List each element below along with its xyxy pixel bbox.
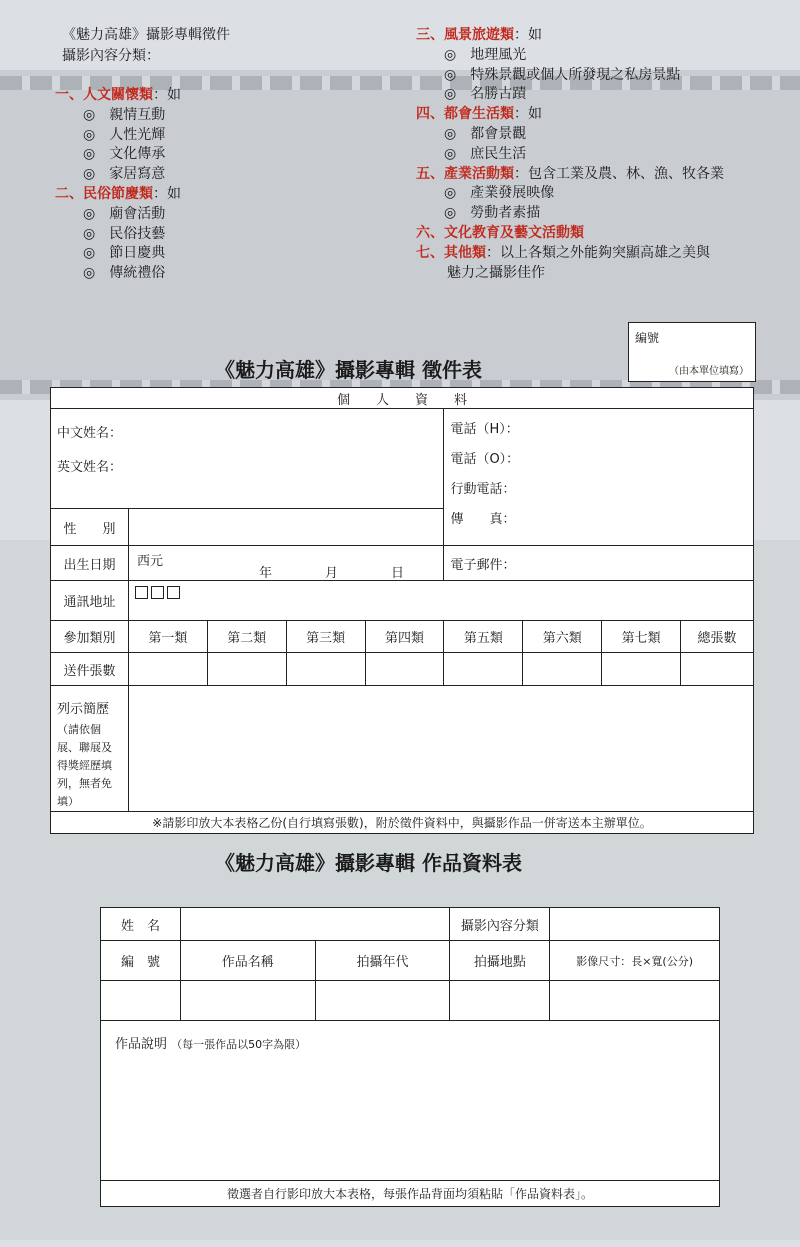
left-item-text: 節日慶典 (95, 245, 166, 262)
postal-box-1[interactable] (135, 586, 148, 599)
left-bullet-icon: ◎ (83, 126, 96, 143)
left-item-text: 廟會活動 (95, 205, 166, 222)
left-category-item (83, 262, 165, 282)
tel-home-label: 電話（H）： (450, 422, 519, 437)
right-bullet-icon: ◎ (444, 126, 457, 142)
right-item-text: 特殊景觀或個人所發現之私房景點 (456, 66, 681, 83)
fax-label: 傳 真： (450, 512, 516, 527)
english-name-label: 英文姓名： (57, 460, 123, 475)
right-bullet-icon: ◎ (444, 46, 457, 63)
left-category-2 (55, 183, 181, 203)
left-category-item (83, 104, 165, 124)
right-category-item (444, 143, 526, 163)
right-category-item (444, 44, 526, 64)
left-category-num: 二、 (55, 186, 83, 202)
count-input-5[interactable] (444, 653, 523, 686)
right-item-text: 名勝古蹟 (456, 86, 527, 103)
left-category-name: 人文關懷類 (83, 87, 153, 103)
description-note: （每一張作品以50字為限） (171, 1038, 307, 1051)
left-category-1 (55, 84, 181, 104)
right-category-num: 三、 (416, 27, 444, 43)
chinese-name-label: 中文姓名： (57, 426, 123, 441)
work-info-table (100, 907, 720, 1207)
birth-input[interactable] (128, 546, 444, 581)
intro-line1: 《魅力高雄》攝影專輯徵件 (62, 27, 230, 43)
intro-line2: 攝影內容分類： (62, 48, 160, 64)
count-input-4[interactable] (365, 653, 444, 686)
work-input-1[interactable] (101, 981, 181, 1021)
birth-day: 日 (390, 566, 404, 581)
right-category-5 (416, 242, 710, 262)
right-category-2 (416, 103, 542, 123)
category-col-2: 第二類 (207, 621, 286, 653)
count-input-6[interactable] (523, 653, 602, 686)
name-cell[interactable] (51, 409, 444, 509)
resume-input[interactable] (128, 686, 753, 812)
right-bullet-icon: ◎ (444, 185, 457, 202)
right-category-item (444, 64, 680, 84)
name-label: 姓 名 (101, 908, 181, 941)
left-bullet-icon: ◎ (83, 245, 96, 262)
left-category-item (83, 163, 165, 183)
tel-office-label: 電話（O）： (450, 452, 520, 467)
right-category-name: 產業活動類 (444, 165, 514, 182)
right-category-name: 其他類 (444, 244, 486, 261)
right-category-num: 六、 (416, 225, 444, 241)
left-item-text: 傳統禮俗 (95, 265, 166, 282)
birth-month: 月 (324, 566, 338, 581)
right-item-text: 庶民生活 (456, 145, 527, 162)
form2-footnote: 徵選者自行影印放大本表格，每張作品背面均須粘貼「作品資料表」。 (101, 1181, 720, 1207)
right-category-item (444, 182, 554, 202)
left-category-suffix: ：如 (153, 87, 181, 103)
form2-title: 《魅力高雄》攝影專輯 作品資料表 (215, 851, 522, 875)
contact-cell[interactable] (444, 409, 754, 546)
left-bullet-icon: ◎ (83, 106, 96, 123)
left-category-item (83, 242, 165, 262)
application-form-table (50, 387, 754, 834)
left-bullet-icon: ◎ (83, 166, 96, 183)
work-col-1: 編 號 (101, 941, 181, 981)
category-col-3: 第三類 (286, 621, 365, 653)
right-bullet-icon: ◎ (444, 145, 457, 162)
work-col-5: 影像尺寸：長×寬(公分) (550, 941, 720, 981)
work-col-3: 拍攝年代 (315, 941, 450, 981)
right-category-name: 風景旅遊類 (444, 27, 514, 43)
address-label: 通訊地址 (51, 581, 129, 621)
gender-label: 性 別 (51, 509, 129, 546)
right-bullet-icon: ◎ (444, 205, 457, 222)
address-input[interactable] (128, 581, 753, 621)
right-item-text: 地理風光 (456, 46, 527, 63)
work-col-4: 拍攝地點 (450, 941, 550, 981)
left-category-name: 民俗節慶類 (83, 186, 153, 202)
name-input[interactable] (180, 908, 450, 941)
right-category-name: 都會生活類 (444, 106, 514, 123)
work-input-2[interactable] (180, 981, 315, 1021)
work-col-2: 作品名稱 (180, 941, 315, 981)
left-category-item (83, 124, 165, 144)
right-category-3 (416, 163, 724, 183)
category-input[interactable] (550, 908, 720, 941)
category-col-6: 第六類 (523, 621, 602, 653)
email-label[interactable]: 電子郵件： (444, 546, 754, 581)
category-label-2: 攝影內容分類 (450, 908, 550, 941)
mobile-label: 行動電話： (450, 482, 516, 497)
work-input-4[interactable] (450, 981, 550, 1021)
left-bullet-icon: ◎ (83, 205, 96, 222)
category-label: 參加類別 (51, 621, 129, 653)
left-item-text: 親情互動 (95, 106, 166, 123)
category-col-8: 總張數 (681, 621, 754, 653)
resume-note: （請依個展、聯展及得獎經歷填列，無者免填） (57, 723, 112, 808)
category-col-7: 第七類 (602, 621, 681, 653)
resume-label-cell (51, 686, 129, 812)
birth-era: 西元 (136, 554, 163, 569)
count-input-2[interactable] (207, 653, 286, 686)
left-category-item (83, 143, 165, 163)
work-input-5[interactable] (550, 981, 720, 1021)
postal-box-2[interactable] (151, 586, 164, 599)
category-col-1: 第一類 (128, 621, 207, 653)
serial-note: （由本單位填寫） (669, 366, 749, 377)
count-input-8[interactable] (681, 653, 754, 686)
serial-number-box[interactable] (628, 322, 756, 382)
right-category-item (444, 123, 526, 143)
count-input-1[interactable] (128, 653, 207, 686)
form1-title: 《魅力高雄》攝影專輯 徵件表 (215, 358, 482, 382)
left-item-text: 家居寫意 (95, 166, 166, 183)
right-category-item (444, 83, 526, 103)
right-category-suffix: ：如 (514, 27, 542, 43)
left-category-item (83, 203, 165, 223)
right-item-text: 都會景觀 (456, 126, 527, 142)
right-bullet-icon: ◎ (444, 86, 457, 103)
serial-label: 編號 (635, 331, 660, 345)
gender-input[interactable] (128, 509, 444, 546)
postal-box-3[interactable] (167, 586, 180, 599)
right-category-num: 五、 (416, 165, 444, 182)
category-7-line2: 魅力之攝影佳作 (447, 265, 545, 281)
category-col-4: 第四類 (365, 621, 444, 653)
left-item-text: 文化傳承 (95, 146, 166, 163)
left-item-text: 民俗技藝 (95, 225, 166, 242)
right-category-suffix: ：以上各類之外能夠突顯高雄之美與 (486, 244, 710, 261)
description-label: 作品說明 (115, 1037, 168, 1052)
left-bullet-icon: ◎ (83, 265, 96, 282)
left-category-suffix: ：如 (153, 186, 181, 202)
resume-label: 列示簡歷 (57, 702, 110, 717)
description-cell[interactable] (101, 1021, 720, 1181)
right-category-4 (416, 222, 584, 242)
left-bullet-icon: ◎ (83, 146, 96, 163)
birth-year: 年 (258, 566, 272, 581)
right-bullet-icon: ◎ (444, 66, 457, 83)
left-bullet-icon: ◎ (83, 225, 96, 242)
count-input-3[interactable] (286, 653, 365, 686)
right-category-num: 七、 (416, 244, 444, 261)
left-category-num: 一、 (55, 87, 83, 103)
right-category-name: 文化教育及藝文活動類 (444, 225, 584, 241)
right-category-item (444, 202, 540, 222)
right-item-text: 產業發展映像 (456, 185, 555, 202)
right-category-suffix: ：如 (514, 106, 542, 123)
count-label: 送件張數 (51, 653, 129, 686)
left-item-text: 人性光輝 (95, 126, 166, 143)
right-category-suffix: ：包含工業及農、林、漁、牧各業 (514, 165, 724, 182)
count-input-7[interactable] (602, 653, 681, 686)
right-category-1 (416, 24, 542, 44)
right-item-text: 勞動者素描 (456, 205, 541, 222)
form1-footnote: ※請影印放大本表格乙份(自行填寫張數)，附於徵件資料中，與攝影作品一併寄送本主辦單位。 (51, 812, 754, 834)
personal-data-header: 個 人 資 料 (51, 388, 754, 409)
work-input-3[interactable] (315, 981, 450, 1021)
left-category-item (83, 223, 165, 243)
category-col-5: 第五類 (444, 621, 523, 653)
right-category-num: 四、 (416, 106, 444, 123)
birth-label: 出生日期 (51, 546, 129, 581)
